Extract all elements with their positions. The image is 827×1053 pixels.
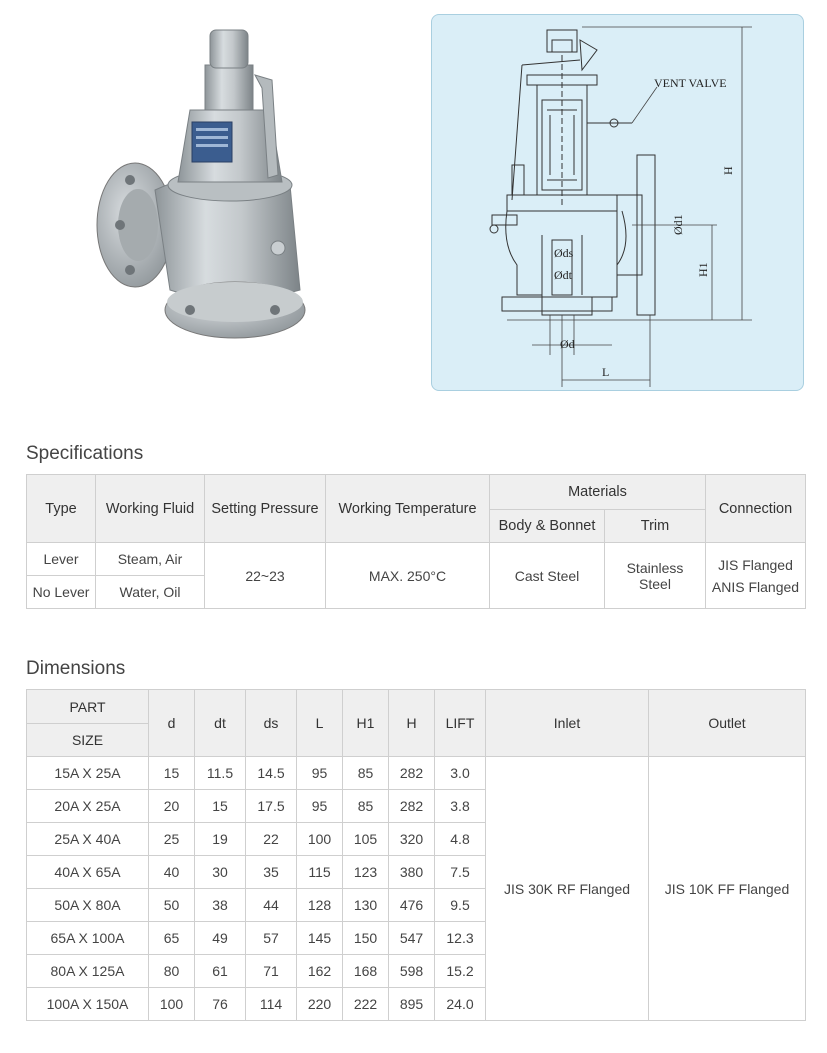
spec-type-cell: Lever <box>27 543 96 576</box>
dt-cell: 30 <box>195 856 246 889</box>
d-cell: 25 <box>149 823 195 856</box>
l-cell: 95 <box>297 790 343 823</box>
header-dt: dt <box>195 690 246 757</box>
size-cell: 80A X 125A <box>27 955 149 988</box>
h1-cell: 85 <box>343 757 389 790</box>
dim-h1-label: H1 <box>696 262 710 277</box>
dt-cell: 49 <box>195 922 246 955</box>
dimensions-title: Dimensions <box>26 658 126 679</box>
d-cell: 20 <box>149 790 195 823</box>
d-cell: 80 <box>149 955 195 988</box>
header-d: d <box>149 690 195 757</box>
spec-type-cell: No Lever <box>27 576 96 609</box>
dim-dt-label: Ødt <box>554 268 572 282</box>
d-cell: 15 <box>149 757 195 790</box>
spec-working-temperature: MAX. 250°C <box>326 543 490 609</box>
dim-d-label: Ød <box>560 337 575 351</box>
h-cell: 282 <box>389 790 435 823</box>
header-size: SIZE <box>27 724 149 757</box>
dt-cell: 38 <box>195 889 246 922</box>
lift-cell: 3.8 <box>435 790 486 823</box>
l-cell: 220 <box>297 988 343 1021</box>
h1-cell: 222 <box>343 988 389 1021</box>
dim-ds-label: Øds <box>554 246 574 260</box>
d-cell: 40 <box>149 856 195 889</box>
h1-cell: 168 <box>343 955 389 988</box>
h-cell: 598 <box>389 955 435 988</box>
lift-cell: 7.5 <box>435 856 486 889</box>
h1-cell: 105 <box>343 823 389 856</box>
header-working-temperature: Working Temperature <box>326 475 490 543</box>
size-cell: 65A X 100A <box>27 922 149 955</box>
inlet-cell: JIS 30K RF Flanged <box>486 757 649 1021</box>
ds-cell: 17.5 <box>246 790 297 823</box>
h1-cell: 150 <box>343 922 389 955</box>
vent-valve-label: VENT VALVE <box>654 76 727 90</box>
l-cell: 128 <box>297 889 343 922</box>
header-inlet: Inlet <box>486 690 649 757</box>
h-cell: 476 <box>389 889 435 922</box>
outlet-cell: JIS 10K FF Flanged <box>649 757 806 1021</box>
l-cell: 100 <box>297 823 343 856</box>
ds-cell: 35 <box>246 856 297 889</box>
spec-body-bonnet: Cast Steel <box>490 543 605 609</box>
lift-cell: 3.0 <box>435 757 486 790</box>
h-cell: 320 <box>389 823 435 856</box>
ds-cell: 14.5 <box>246 757 297 790</box>
size-cell: 40A X 65A <box>27 856 149 889</box>
dt-cell: 15 <box>195 790 246 823</box>
header-l: L <box>297 690 343 757</box>
header-ds: ds <box>246 690 297 757</box>
spec-connection-line-2: ANIS Flanged <box>711 578 800 595</box>
dimensions-table <box>26 689 806 1021</box>
size-cell: 50A X 80A <box>27 889 149 922</box>
d-cell: 100 <box>149 988 195 1021</box>
spec-connection-line-1: JIS Flanged <box>718 556 793 573</box>
size-cell: 100A X 150A <box>27 988 149 1021</box>
l-cell: 115 <box>297 856 343 889</box>
header-type: Type <box>27 475 96 543</box>
spec-fluid-cell: Steam, Air <box>96 543 205 576</box>
dt-cell: 76 <box>195 988 246 1021</box>
dt-cell: 11.5 <box>195 757 246 790</box>
header-lift: LIFT <box>435 690 486 757</box>
spec-connection <box>706 543 806 609</box>
h-cell: 895 <box>389 988 435 1021</box>
dt-cell: 61 <box>195 955 246 988</box>
d-cell: 50 <box>149 889 195 922</box>
d-cell: 65 <box>149 922 195 955</box>
size-cell: 25A X 40A <box>27 823 149 856</box>
dim-d1-label: Ød1 <box>671 214 685 235</box>
h-cell: 380 <box>389 856 435 889</box>
lift-cell: 9.5 <box>435 889 486 922</box>
ds-cell: 57 <box>246 922 297 955</box>
h1-cell: 85 <box>343 790 389 823</box>
ds-cell: 114 <box>246 988 297 1021</box>
h-cell: 282 <box>389 757 435 790</box>
spec-setting-pressure: 22~23 <box>205 543 326 609</box>
size-cell: 20A X 25A <box>27 790 149 823</box>
h-cell: 547 <box>389 922 435 955</box>
header-working-fluid: Working Fluid <box>96 475 205 543</box>
lift-cell: 12.3 <box>435 922 486 955</box>
size-cell: 15A X 25A <box>27 757 149 790</box>
specifications-table <box>26 474 806 609</box>
dim-l-label: L <box>602 365 610 379</box>
header-trim: Trim <box>605 510 706 543</box>
lift-cell: 24.0 <box>435 988 486 1021</box>
header-materials: Materials <box>490 475 706 510</box>
valve-product-photo <box>60 10 360 350</box>
header-h1: H1 <box>343 690 389 757</box>
lift-cell: 15.2 <box>435 955 486 988</box>
header-part: PART <box>27 690 149 724</box>
l-cell: 145 <box>297 922 343 955</box>
table-row <box>27 757 806 790</box>
valve-drawing-panel <box>431 14 804 391</box>
header-h: H <box>389 690 435 757</box>
l-cell: 162 <box>297 955 343 988</box>
ds-cell: 71 <box>246 955 297 988</box>
dim-h-label: H <box>721 166 735 175</box>
ds-cell: 22 <box>246 823 297 856</box>
specifications-title: Specifications <box>26 443 144 464</box>
lift-cell: 4.8 <box>435 823 486 856</box>
dt-cell: 19 <box>195 823 246 856</box>
spec-fluid-cell: Water, Oil <box>96 576 205 609</box>
spec-trim: Stainless Steel <box>605 543 706 609</box>
l-cell: 95 <box>297 757 343 790</box>
header-body-bonnet: Body & Bonnet <box>490 510 605 543</box>
valve-cross-section-drawing <box>432 15 804 391</box>
header-connection: Connection <box>706 475 806 543</box>
header-setting-pressure: Setting Pressure <box>205 475 326 543</box>
h1-cell: 130 <box>343 889 389 922</box>
h1-cell: 123 <box>343 856 389 889</box>
ds-cell: 44 <box>246 889 297 922</box>
header-outlet: Outlet <box>649 690 806 757</box>
